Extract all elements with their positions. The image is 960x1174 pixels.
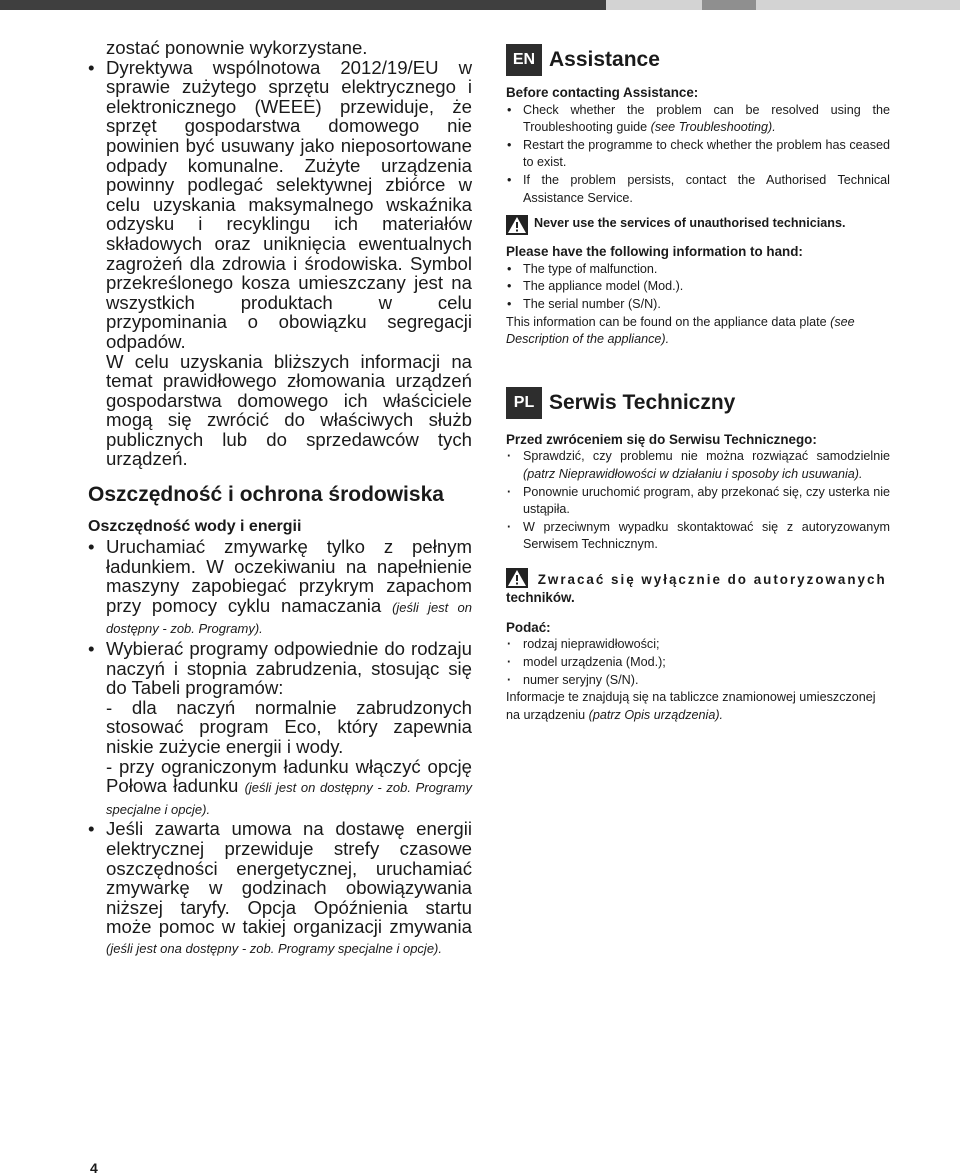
en-bullet-troubleshooting-text: Check whether the problem can be resolved using the Troubleshooting guide <box>523 102 890 135</box>
en-warning <box>506 215 890 235</box>
half-load-text: - przy ograniczonym ładunku włączyć opcję Połowa ładunku <box>106 755 472 797</box>
page-number: 4 <box>90 1160 98 1174</box>
section-heading-savings: Oszczędność i ochrona środowiska <box>88 483 444 507</box>
en-bullet-troubleshooting <box>506 102 890 137</box>
subheading-water-energy: Oszczędność wody i energii <box>88 518 302 536</box>
en-info-item: • The type of malfunction. <box>506 261 890 279</box>
section-spacer <box>506 349 890 387</box>
warning-triangle-icon <box>506 215 528 235</box>
pl-info-heading: Podać: <box>506 619 551 635</box>
en-info-item: • The appliance model (Mod.). <box>506 278 890 296</box>
en-warning-text: Never use the services of unauthorised technicians. <box>534 216 846 231</box>
disposal-info-paragraph: W celu uzyskania bliższych informacji na temat prawidłowego złomowania urządzeń gospodarstwa domowego ich właściciele mogą się zwrócić do właściwych służb publicznych lub do sprzedawców tych urządzeń. <box>106 350 472 470</box>
tariff-bullet <box>88 819 472 958</box>
eco-program-line: - dla naczyń normalnie zabrudzonych stosować program Eco, który zapewnia niskie zużycie energii i wody. <box>106 696 472 757</box>
continuation-text: zostać ponownie wykorzystane. <box>106 37 368 58</box>
en-before-contacting: Before contacting Assistance: <box>506 85 699 100</box>
pl-bullet-restart: · Ponownie uruchomić program, aby przekonać się, czy usterka nie ustąpiła. <box>506 484 890 519</box>
pl-bullet-selfcheck-note: (patrz Nieprawidłowości w działaniu i sposoby ich usuwania). <box>523 466 863 481</box>
pl-warning-end: techników. <box>506 589 575 605</box>
pl-before-contacting: Przed zwróceniem się do Serwisu Technicznego: <box>506 431 817 447</box>
en-bullet-contact: • If the problem persists, contact the Authorised Technical Assistance Service. <box>506 172 890 207</box>
header-bar-dark <box>0 0 606 10</box>
header-bar-light-right <box>756 0 960 10</box>
left-column <box>88 38 472 959</box>
pl-language-badge: PL <box>506 387 542 419</box>
pl-bullet-contact: · W przeciwnym wypadku skontaktować się z autoryzowanym Serwisem Technicznym. <box>506 519 890 554</box>
pl-warning <box>506 568 890 607</box>
pl-data-plate-note <box>506 689 890 724</box>
en-bullet-restart: • Restart the programme to check whether the problem has ceased to exist. <box>506 137 890 172</box>
pl-section-header <box>506 387 890 419</box>
program-choice-bullet <box>88 639 472 698</box>
en-info-heading: Please have the following information to hand: <box>506 244 803 260</box>
en-data-plate-note <box>506 314 890 349</box>
en-section-header <box>506 44 890 76</box>
half-load-line <box>88 757 472 820</box>
en-data-plate-ref: (see Description of the appliance). <box>506 314 855 347</box>
en-section-title: Assistance <box>549 48 660 72</box>
en-language-badge: EN <box>506 44 542 76</box>
program-choice-text: Wybierać programy odpowiednie do rodzaju naczyń i stopnia zabrudzenia, stosując się do Tabeli programów: <box>106 638 472 699</box>
full-load-note: (jeśli jest on dostępny - zob. Programy). <box>106 599 472 637</box>
pl-section-title: Serwis Techniczny <box>549 390 736 414</box>
header-bar-mid <box>702 0 756 10</box>
pl-info-item: · model urządzenia (Mod.); <box>506 654 890 672</box>
warning-triangle-icon <box>506 568 528 588</box>
pl-data-plate-ref: (patrz Opis urządzenia). <box>588 707 724 722</box>
full-load-text: Uruchamiać zmywarkę tylko z pełnym ładunkiem. W oczekiwaniu na napełnienie maszyny zapobiegać przykrym zapachom przy pomocy cyklu namaczania <box>106 536 472 616</box>
pl-warning-text: Zwracać się wyłącznie do autoryzowanych <box>537 571 887 587</box>
weee-bullet: • Dyrektywa wspólnotowa 2012/19/EU w sprawie zużytego sprzętu elektrycznego i elektronicznego (WEEE) przewiduje, że sprzęt gospodarstwa domowego nie powinien być usuwany jako nieposortowane odpady komunalne. Zużyte urządzenia powinny podlegać selektywnej zbiórce w celu uzyskania maksymalnego wskaźnika odzysku i recyklingu ich materiałów składowych oraz uniknięcia ewentualnych zagrożeń dla zdrowia i środowiska. Symbol przekreślonego kosza umieszczany jest na wszystkich produktach w celu przypominania o obowiązku segregacji odpadów. <box>88 58 472 352</box>
full-load-bullet <box>88 537 472 639</box>
pl-info-item: · numer seryjny (S/N). <box>506 672 890 690</box>
pl-bullet-selfcheck-text: Sprawdzić, czy problemu nie można rozwiązać samodzielnie <box>523 449 890 464</box>
en-bullet-troubleshooting-note: (see Troubleshooting). <box>650 120 776 135</box>
right-column <box>506 44 890 724</box>
half-load-note: (jeśli jest on dostępny - zob. Programy specjalne i opcje). <box>106 780 472 817</box>
tariff-text: Jeśli zawarta umowa na dostawę energii elektrycznej przewiduje strefy czasowe oszczędności energetycznej, uruchamiać zmywarkę w godzinach obowiązywania niższej taryfy. Opcja Opóźnienia startu może pomoc w takiej organizacji zmywania <box>106 818 472 938</box>
en-data-plate-text: This information can be found on the appliance data plate <box>506 314 831 329</box>
pl-info-item: · rodzaj nieprawidłowości; <box>506 636 890 654</box>
header-bar-light <box>606 0 702 10</box>
en-info-item: • The serial number (S/N). <box>506 296 890 314</box>
tariff-note: (jeśli jest ona dostępny - zob. Programy specjalne i opcje). <box>106 940 442 956</box>
pl-bullet-selfcheck <box>506 448 890 483</box>
pl-data-plate-text: Informacje te znajdują się na tabliczce znamionowej umieszczonej na urządzeniu <box>506 690 876 722</box>
